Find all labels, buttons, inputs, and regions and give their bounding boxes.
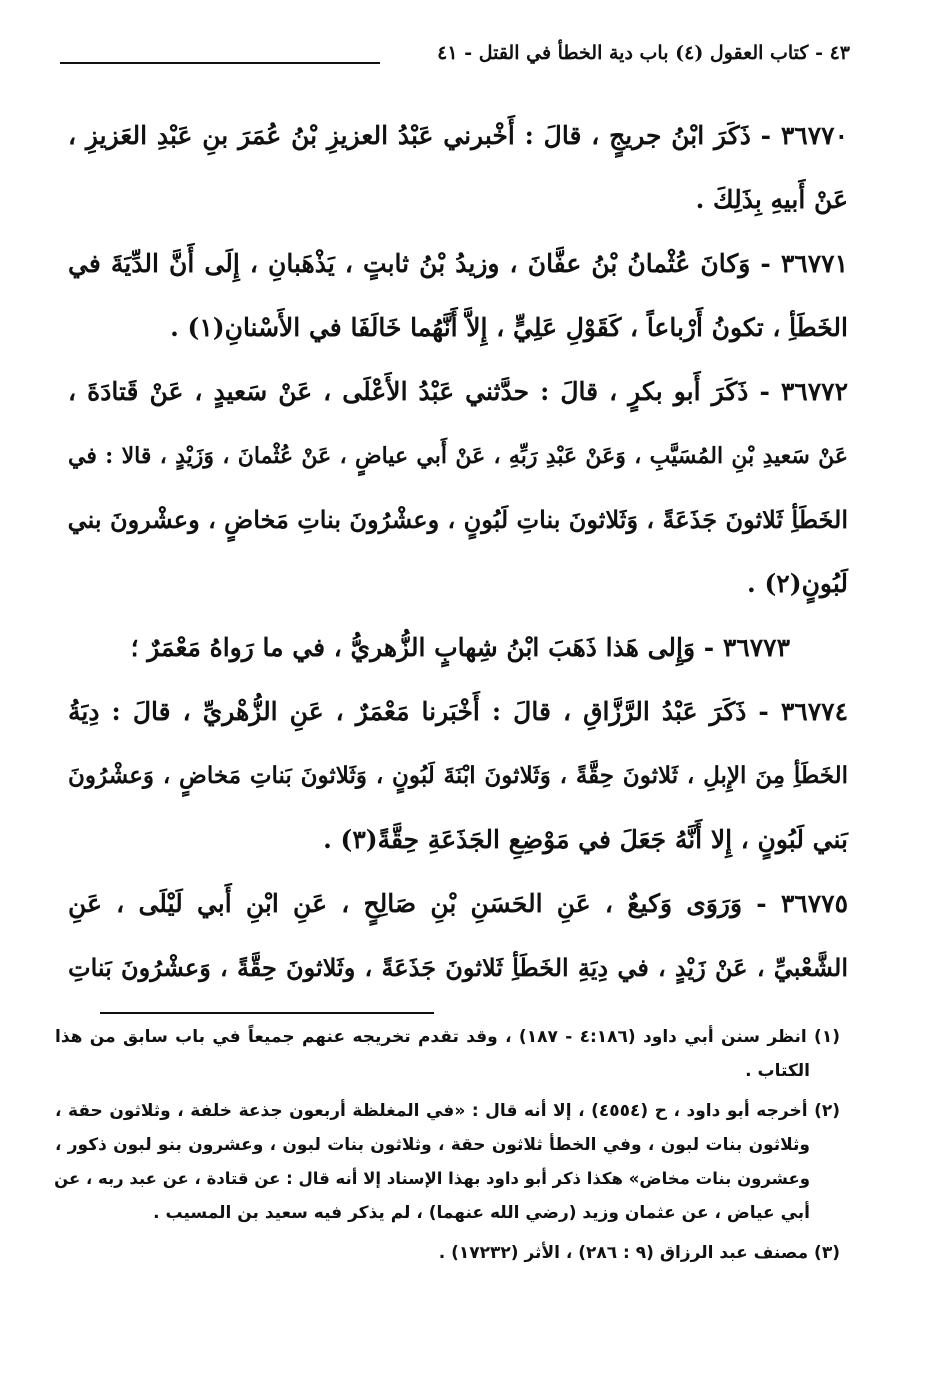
main-text <box>68 104 848 1000</box>
text-line: عَنْ سَعيدِ بْنِ المُسَيَّبِ ، وَعَنْ عَبْدِ رَبِّهِ ، عَنْ أَبي عياضٍ ، عَنْ عُثْمانَ ، وَزَيْدٍ ، قالا : في <box>68 443 848 469</box>
text-line: الخَطَأِ ثَلاثونَ جَذَعَةً ، وَثَلاثونَ بناتِ لَبُونٍ ، وعشْرُونَ بناتِ مَخاضٍ ، وعشْرونَ بني <box>67 505 848 534</box>
running-title: ٤٣ - كتاب العقول (٤) باب دية الخطأ في القتل - ٤١ <box>437 42 850 64</box>
footnote-line: (٢) أخرجه أبو داود ، ح (٤٥٥٤) ، إلا أنه قال : «في المغلظة أربعون جذعة خلفة ، وثلاثون حقة ، <box>55 1101 841 1121</box>
footnote-line: أبي عياض ، عن عثمان وزيد (رضي الله عنهما) ، لم يذكر فيه سعيد بن المسيب . <box>153 1203 810 1223</box>
footnote-line: وثلاثون بنات لبون ، وفي الخطأ ثلاثون حقة ، وثلاثون بنات لبون ، وعشرون بنو لبون ذكور ، <box>55 1135 810 1155</box>
footnote-line: (١) انظر سنن أبي داود (٤:١٨٦ - ١٨٧) ، وقد تقدم تخريجه عنهم جميعاً في باب سابق من هذا <box>55 1027 840 1047</box>
text-line: ٣٦٧٧٠ - ذَكَرَ ابْنُ جريجٍ ، قالَ : أَخْبرني عَبْدُ العزيزِ بْنُ عُمَرَ بنِ عَبْدِ العَزيزِ ، <box>68 121 848 150</box>
footnotes <box>55 1020 840 1270</box>
text-line: لَبُونٍ(٢) . <box>747 569 848 598</box>
page-header <box>60 38 850 78</box>
text-line: ٣٦٧٧١ - وَكانَ عُثْمانُ بْنُ عفَّانَ ، وزيدُ بْنُ ثابتٍ ، يَذْهَبانِ ، إِلَى أَنَّ الدِّيَةَ في <box>68 249 848 278</box>
footnote-line: الكتاب . <box>745 1061 810 1081</box>
header-rule <box>60 62 380 64</box>
text-line: الخَطَأِ ، تكونُ أَرْباعاً ، كَقَوْلِ عَلِيٍّ ، إِلاَّ أَنَّهُما خَالَفَا في الأَسْنانِ(١) . <box>170 313 848 342</box>
text-line: الشَّعْبيِّ ، عَنْ زَيْدٍ ، في دِيَةِ الخَطَأِ ثَلاثونَ جَذَعَةً ، وثَلاثونَ حِقَّةً ، وَعشْرُونَ بَناتِ <box>68 953 848 982</box>
text-line: ٣٦٧٧٥ - وَرَوَى وَكيعٌ ، عَنِ الحَسَنِ بْنِ صَالِحٍ ، عَنِ ابْنِ أَبي لَيْلَى ، عَنِ <box>68 889 848 918</box>
text-line: بَني لَبُونٍ ، إِلا أَنَّهُ جَعَلَ في مَوْضِعِ الجَذَعَةِ حِقَّةً(٣) . <box>323 825 848 854</box>
text-line: ٣٦٧٧٤ - ذَكَرَ عَبْدُ الرَّزَّاقِ ، قالَ : أَخْبَرنا مَعْمَرٌ ، عَنِ الزُّهْريِّ ، قالَ : دِيَةُ <box>68 697 848 726</box>
text-line: ٣٦٧٧٢ - ذَكَرَ أَبو بكرٍ ، قالَ : حدَّثني عَبْدُ الأَعْلَى ، عَنْ سَعيدٍ ، عَنْ قَتادَةَ ، <box>68 377 848 406</box>
text-line: الخَطَأِ مِنَ الإِبلِ ، ثَلاثونَ حِقَّةً ، وَثَلاثونَ ابْنَةَ لَبُونٍ ، وَثَلاثونَ بَناتِ مَخاضٍ ، وَعشْرُونَ <box>68 762 848 789</box>
footnote-separator <box>100 1012 434 1014</box>
text-line: عَنْ أَبيهِ بِذَلِكَ . <box>695 185 848 214</box>
footnote-line: (٣) مصنف عبد الرزاق (٩ : ٢٨٦) ، الأثر (١٧٢٣٢) . <box>438 1243 840 1263</box>
text-line: ٣٦٧٧٣ - وَإِلى هَذا ذَهَبَ ابْنُ شِهابٍ الزُّهريُّ ، في ما رَواهُ مَعْمَرٌ ؛ <box>130 633 790 662</box>
footnote-line: وعشرون بنات مخاض» هكذا ذكر أبو داود بهذا الإسناد إلا أنه قال : عن قتادة ، عن عبد ربه ، عن <box>54 1169 810 1188</box>
